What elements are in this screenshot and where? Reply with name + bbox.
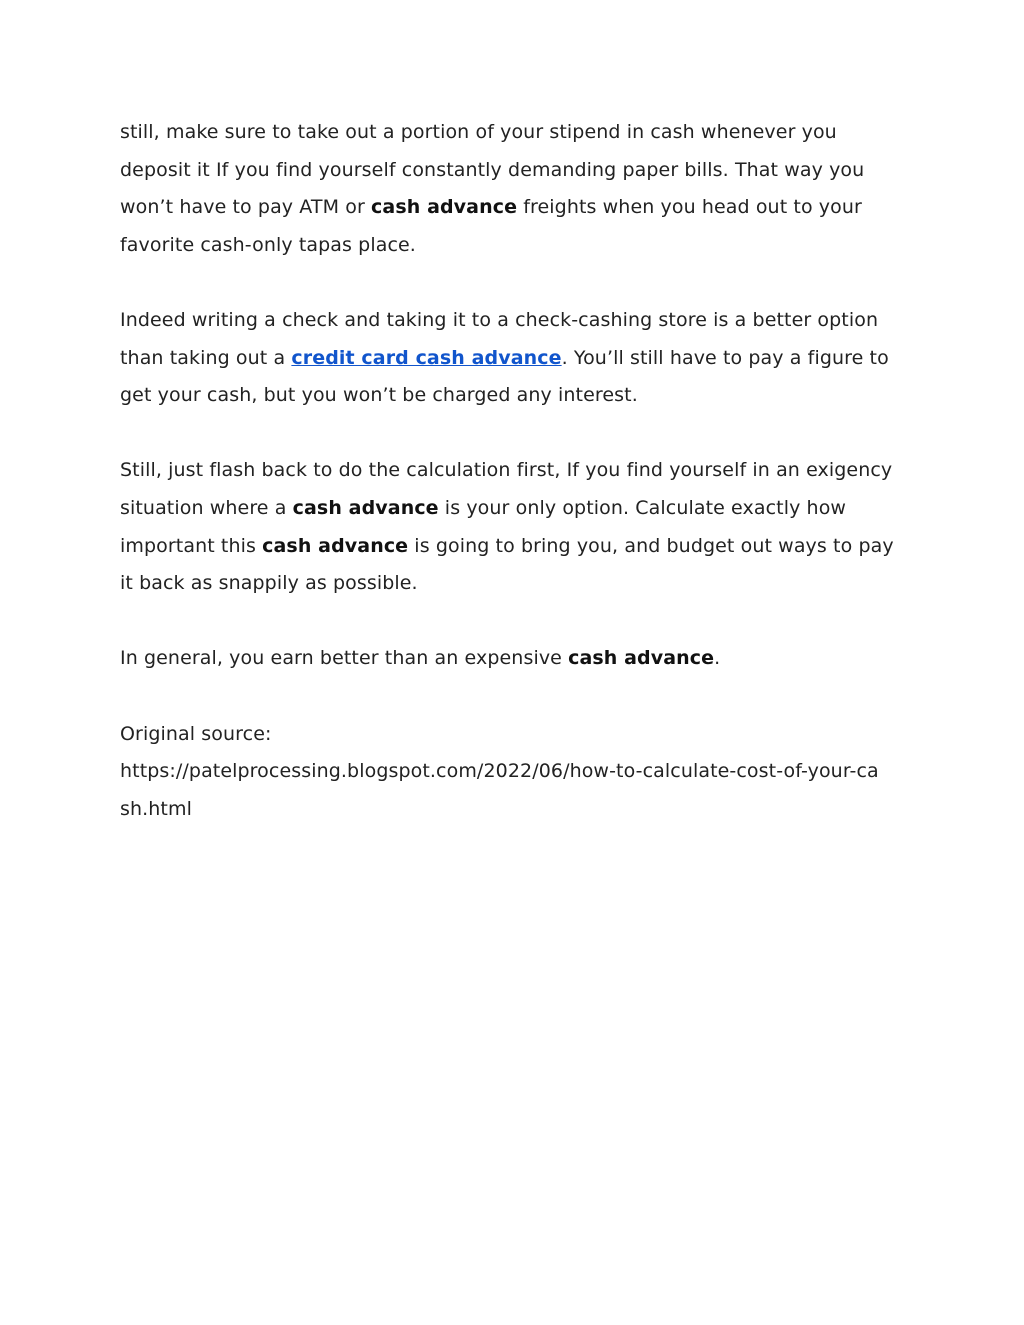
paragraph-3-line-1: Still, just flash back to do the calculation first, If you find yourself in an exigency: [120, 459, 893, 482]
source-url-line-1: https://patelprocessing.blogspot.com/2022/06/how-to-calculate-cost-of-your-ca: [120, 760, 879, 783]
keyword-cash-advance: cash advance: [292, 496, 439, 519]
paragraph-3-line-3-text-after: is going to bring you, and budget out ways to pay: [408, 534, 894, 557]
paragraph-1-line-3-text-after: freights when you head out to your: [517, 196, 862, 219]
paragraph-3-line-2-text-before: situation where a: [120, 496, 293, 519]
paragraph-1-line-3-text-before: won’t have to pay ATM or: [120, 196, 372, 219]
keyword-cash-advance: cash advance: [568, 647, 715, 670]
paragraph-1: [120, 114, 910, 264]
paragraph-2: [120, 302, 910, 415]
paragraph-3-line-3-text-before: important this: [120, 534, 263, 557]
source-url-line-2: sh.html: [120, 797, 192, 820]
paragraph-4-text-before: In general, you earn better than an expensive: [120, 647, 569, 670]
source-block: [120, 716, 910, 829]
keyword-cash-advance: cash advance: [262, 534, 409, 557]
paragraph-3-line-4: it back as snappily as possible.: [120, 572, 418, 595]
paragraph-1-line-3: [120, 189, 910, 227]
paragraph-3-line-2-text-after: is your only option. Calculate exactly how: [438, 496, 847, 519]
paragraph-1-line-4: favorite cash-only tapas place.: [120, 233, 416, 256]
paragraph-4-text-after: .: [714, 647, 721, 670]
paragraph-4-line-1: [120, 640, 910, 678]
paragraph-1-line-1: still, make sure to take out a portion of your stipend in cash whenever you: [120, 121, 837, 143]
paragraph-3-line-3: [120, 528, 910, 566]
source-label: Original source:: [120, 722, 272, 745]
paragraph-3-line-2: [120, 490, 910, 528]
paragraph-3: [120, 452, 910, 602]
paragraph-2-line-2: [120, 340, 910, 378]
document-body: [120, 114, 910, 866]
paragraph-4: [120, 640, 910, 678]
paragraph-2-line-2-text-before: than taking out a: [120, 346, 292, 369]
paragraph-2-line-2-text-after: . You’ll still have to pay a figure to: [561, 346, 889, 369]
paragraph-2-line-3: get your cash, but you won’t be charged any interest.: [120, 384, 638, 407]
keyword-cash-advance: cash advance: [371, 196, 518, 219]
paragraph-2-line-1: Indeed writing a check and taking it to a check-cashing store is a better option: [120, 308, 879, 331]
credit-card-cash-advance-link[interactable]: credit card cash advance: [291, 346, 562, 369]
paragraph-1-line-2: deposit it If you find yourself constantly demanding paper bills. That way you: [120, 158, 865, 181]
